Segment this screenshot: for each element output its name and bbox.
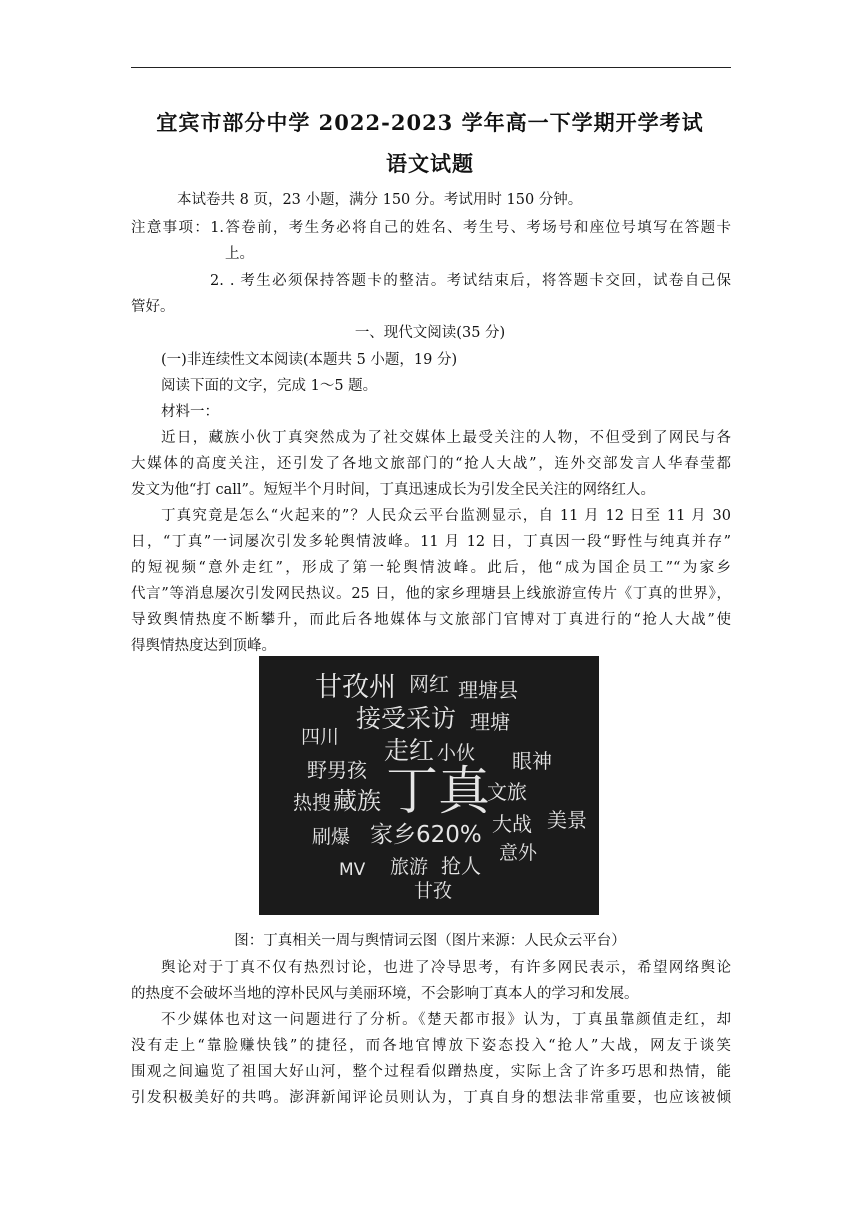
cloud-word: 家乡620% [370,822,482,848]
paragraph-line: 导致舆情热度不断攀升，而此后各地媒体与文旅部门官博对丁真进行的“抢人大战”使 [131,612,731,628]
cloud-word: 旅游 [390,856,429,878]
cloud-word: 藏族 [333,787,381,815]
cloud-word: 理塘 [470,710,510,734]
cloud-word-main: 丁真 [386,762,491,822]
top-rule [131,67,731,68]
cloud-word: 走红 [384,736,435,765]
figure-caption: 图：丁真相关一周与舆情词云图（图片来源：人民众云平台） [234,933,626,949]
cloud-word: 抢人 [441,854,481,878]
cloud-word: 眼神 [512,749,552,773]
cloud-word: 刷爆 [312,826,351,848]
cloud-word: 小伙 [437,742,476,764]
paragraph-line: 日，“丁真”一词屡次引发多轮舆情波峰。11 月 12 日，丁真因一段“野性与纯真并存” [131,534,731,550]
notes-item-2-cont: 管好。 [131,299,175,315]
cloud-word: 甘孜州 [315,672,396,703]
sub-heading: (一)非连续性文本阅读(本题共 5 小题，19 分) [161,352,458,368]
paragraph-line: 发文为他“打 call”。短短半个月时间，丁真迅速成长为引发全民关注的网络红人。 [131,482,655,498]
page-subtitle: 语文试题 [386,151,474,176]
cloud-word: MV [339,860,366,880]
notes-item-1-cont: 上。 [225,246,254,262]
cloud-word: 大战 [492,812,532,836]
notes-item-1: 注意事项：1.答卷前，考生务必将自己的姓名、考生号、考场号和座位号填写在答题卡 [131,220,731,236]
reading-prompt: 阅读下面的文字，完成 1～5 题。 [161,378,378,394]
word-cloud-figure [259,656,599,915]
paragraph-line: 近日，藏族小伙丁真突然成为了社交媒体上最受关注的人物，不但受到了网民与各 [161,430,731,446]
cloud-word: 甘孜 [414,880,453,902]
cloud-word: 美景 [547,808,587,832]
exam-info: 本试卷共 8 页，23 小题，满分 150 分。考试用时 150 分钟。 [177,192,583,208]
paragraph-line: 大媒体的高度关注，还引发了各地文旅部门的“抢人大战”，连外交部发言人华春莹都 [131,456,731,472]
cloud-word: 四川 [301,726,340,748]
paragraph-line: 代言”等消息屡次引发网民热议。25 日，他的家乡理塘县上线旅游宣传片《丁真的世界》， [131,586,731,602]
cloud-word: 理塘县 [458,678,518,702]
cloud-word: 网红 [409,672,449,696]
section-heading: 一、现代文阅读(35 分) [354,325,506,341]
paragraph-line: 舆论对于丁真不仅有热烈讨论，也进了冷导思考，有许多网民表示，希望网络舆论 [161,960,731,976]
cloud-word: 意外 [499,842,538,864]
paragraph-line: 的热度不会破坏当地的淳朴民风与美丽环境，不会影响丁真本人的学习和发展。 [131,986,639,1002]
cloud-word: 接受采访 [356,704,457,733]
paragraph-line: 的短视频“意外走红”，形成了第一轮舆情波峰。此后，他“成为国企员工”“为家乡 [131,560,731,576]
cloud-word: 野男孩 [307,758,367,782]
paragraph-line: 没有走上“靠脸赚快钱”的捷径，而各地官博放下姿态投入“抢人”大战，网友于谈笑 [131,1038,731,1054]
page-title: 宜宾市部分中学 2022-2023 学年高一下学期开学考试 [156,110,704,135]
paragraph-line: 丁真究竟是怎么“火起来的”？人民众云平台监测显示，自 11 月 12 日至 11 月 30 [161,508,731,524]
paragraph-line: 围观之间遍览了祖国大好山河，整个过程看似蹭热度，实际上含了许多巧思和热情，能 [131,1064,731,1080]
paragraph-line: 不少媒体也对这一问题进行了分析。《楚天都市报》认为，丁真虽靠颜值走红，却 [161,1012,731,1028]
material-label: 材料一： [161,404,219,420]
cloud-word: 文旅 [487,780,527,804]
cloud-word: 热搜 [293,792,332,814]
paragraph-line: 得舆情热度达到顶峰。 [131,638,276,654]
notes-item-2: 2. . 考生必须保持答题卡的整洁。考试结束后，将答题卡交回，试卷自己保 [210,273,731,289]
paragraph-line: 引发积极美好的共鸣。澎湃新闻评论员则认为，丁真自身的想法非常重要，也应该被倾 [131,1090,731,1106]
